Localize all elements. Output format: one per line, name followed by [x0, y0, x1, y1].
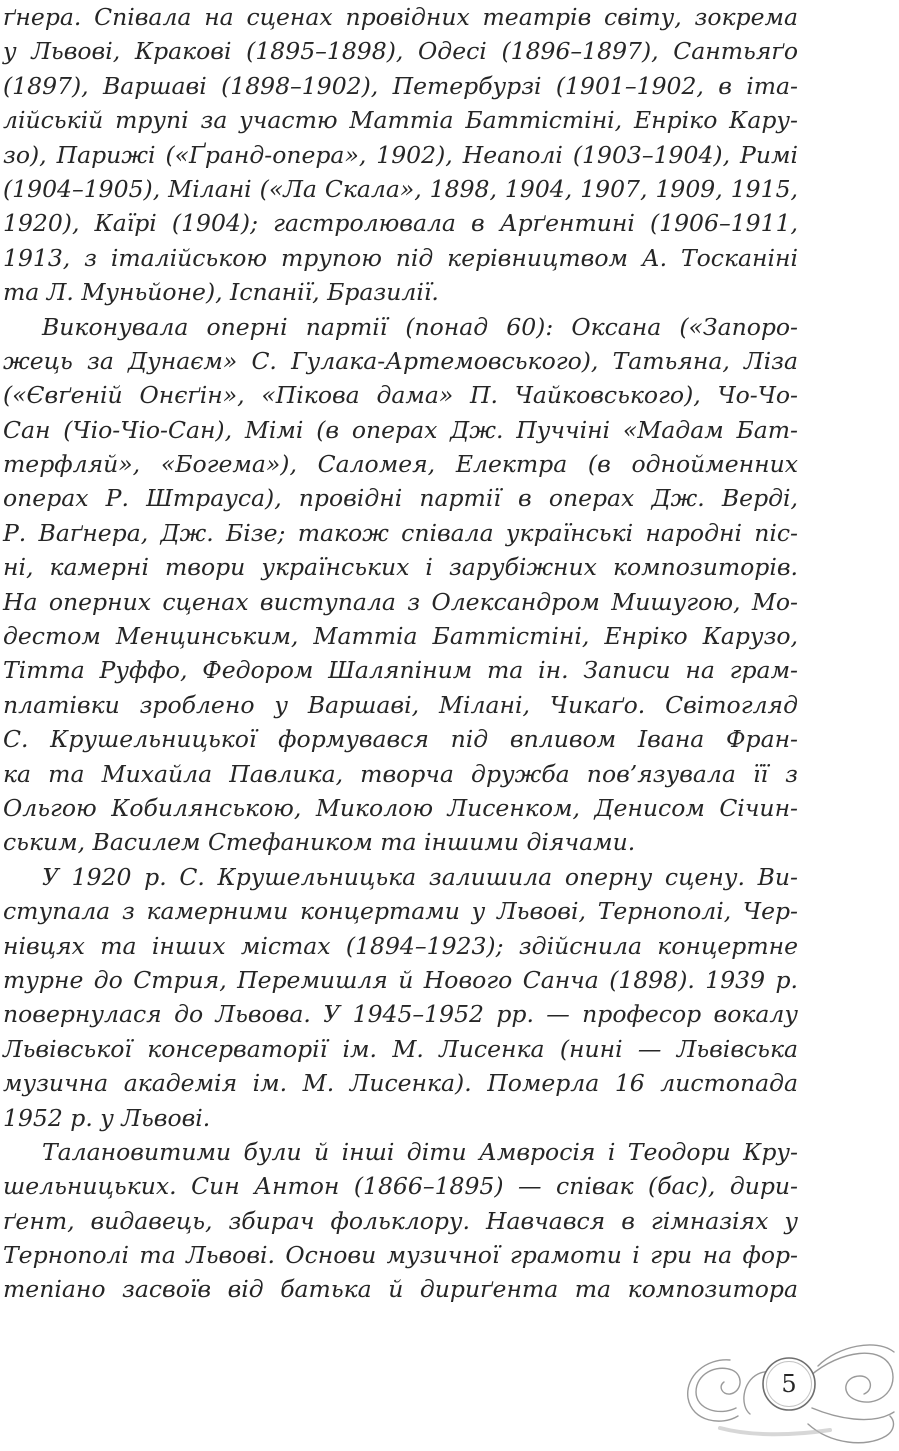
text-line: Львівської консерваторії ім. М. Лисенка (нині — Львівська [3, 1034, 798, 1063]
text-line: Тітта Руффо, Федором Шаляпіним та ін. Записи на грам- [3, 656, 798, 685]
text-line: У 1920 р. С. Крушельницька залишила оперну сцену. Ви- [42, 862, 798, 891]
text-line: С. Крушельницької формувався під впливом Івана Фран- [3, 725, 798, 754]
text-line: Талановитими були й інші діти Амвросія і Теодори Кру- [42, 1137, 798, 1166]
text-line: ка та Михайла Павлика, творча дружба пов’язувала її з [3, 759, 798, 788]
text-line: музична академія ім. М. Лисенка). Померла 16 листопада [3, 1069, 798, 1098]
text-line: 1920), Каїрі (1904); гастролювала в Арґентині (1906–1911, [3, 209, 798, 238]
text-line: На оперних сценах виступала з Олександром Мишугою, Мо- [3, 587, 798, 616]
text-line: нівцях та інших містах (1894–1923); здійснила концертне [3, 931, 798, 960]
text-line: ґент, видавець, збирач фольклору. Навчався в гімназіях у [3, 1206, 798, 1235]
text-line: тепіано засвоїв від батька й дириґента та композитора [3, 1275, 798, 1304]
text-line: турне до Стрия, Перемишля й Нового Санча (1898). 1939 р. [3, 965, 798, 994]
text-line: терфляй», «Богема»), Саломея, Електра (в однойменних [3, 450, 798, 479]
text-line: жець за Дунаєм» С. Гулака-Артемовського), Татьяна, Ліза [3, 346, 798, 375]
text-line: Ольгою Кобилянською, Миколою Лисенком, Денисом Січин- [3, 793, 798, 822]
paragraph [3, 1135, 798, 1307]
text-line: платівки зроблено у Варшаві, Мілані, Чикаґо. Світогляд [3, 690, 798, 719]
text-line: лійській трупі за участю Маттіа Баттістіні, Енріко Кару- [3, 106, 798, 135]
text-line: Виконувала оперні партії (понад 60): Оксана («Запоро- [42, 312, 798, 341]
text-line: (1904–1905), Мілані («Ла Скала», 1898, 1904, 1907, 1909, 1915, [3, 174, 798, 203]
text-line: та Л. Муньйоне), Іспанії, Бразилії. [3, 278, 439, 307]
text-line: зо), Парижі («Ґранд-опера», 1902), Неаполі (1903–1904), Римі [3, 140, 798, 169]
paragraph [3, 0, 798, 310]
text-line: ні, камерні твори українських і зарубіжних композиторів. [3, 553, 798, 582]
text-line: («Євґеній Онєґін», «Пікова дама» П. Чайковського), Чо-Чо- [3, 381, 798, 410]
text-line: операх Р. Штрауса), провідні партії в операх Дж. Верді, [3, 484, 798, 513]
text-line: ським, Василем Стефаником та іншими діячами. [3, 828, 636, 857]
text-line: дестом Менцинським, Маттіа Баттістіні, Енріко Карузо, [3, 622, 798, 651]
paragraph [3, 310, 798, 860]
text-line: повернулася до Львова. У 1945–1952 рр. — професор вокалу [3, 1000, 798, 1029]
text-line: ступала з камерними концертами у Львові, Тернополі, Чер- [3, 897, 798, 926]
body-text [3, 0, 798, 1307]
paragraph [3, 860, 798, 1135]
text-line: Сан (Чіо-Чіо-Сан), Мімі (в операх Дж. Пуччіні «Мадам Бат- [3, 415, 798, 444]
text-line: шельницьких. Син Антон (1866–1895) — співак (бас), дири- [3, 1172, 798, 1201]
text-line: Тернополі та Львові. Основи музичної грамоти і гри на фор- [3, 1241, 798, 1270]
text-line: 1913, з італійською трупою під керівництвом А. Тосканіні [3, 243, 798, 272]
text-line: 1952 р. у Львові. [3, 1103, 211, 1132]
text-line: Р. Ваґнера, Дж. Бізе; також співала українські народні піс- [3, 518, 798, 547]
text-line: у Львові, Кракові (1895–1898), Одесі (1896–1897), Сантьяґо [3, 37, 798, 66]
text-line: (1897), Варшаві (1898–1902), Петербурзі (1901–1902, в іта- [3, 71, 798, 100]
page-number: 5 [781, 1370, 797, 1398]
text-line: ґнера. Співала на сценах провідних театрів світу, зокрема [3, 3, 798, 31]
